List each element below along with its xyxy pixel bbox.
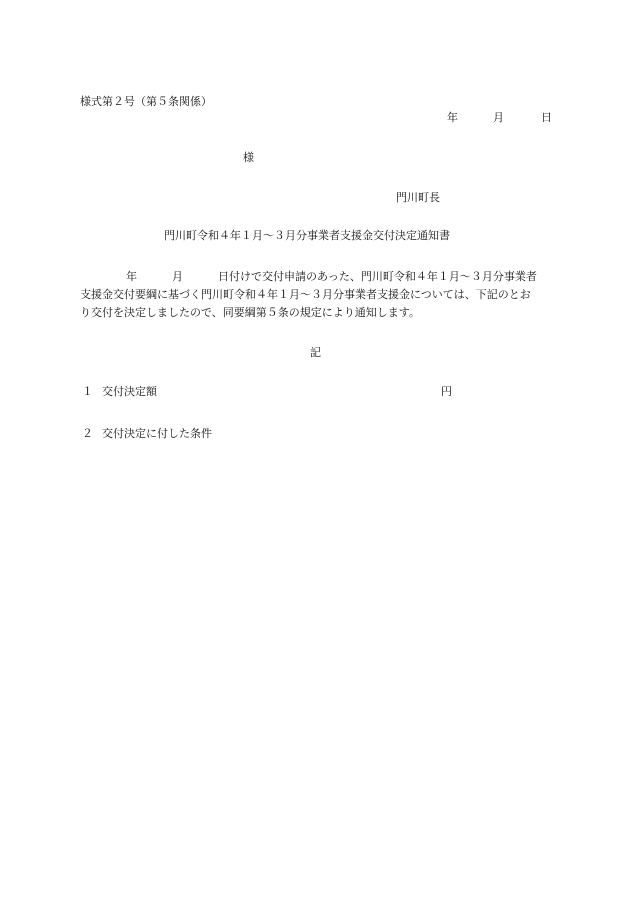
date-month-label: 月 <box>493 111 504 124</box>
sender-name: 門川町長 <box>396 191 440 204</box>
form-number: 様式第２号（第５条関係） <box>80 95 212 108</box>
item-1-unit: 円 <box>441 385 452 398</box>
body-year-label: 年 <box>126 270 137 283</box>
body-line-2: 支援金交付要綱に基づく門川町令和４年１月〜３月分事業者支援金については、下記のとお <box>80 288 531 301</box>
ki-heading: 記 <box>310 346 321 359</box>
body-line-1 <box>80 268 552 286</box>
date-year-label: 年 <box>447 111 458 124</box>
item-1-number: １ <box>82 385 93 398</box>
item-2-number: ２ <box>82 427 93 440</box>
recipient-honorific: 様 <box>243 151 254 164</box>
body-line-3: り交付を決定しましたので、同要綱第５条の規定により通知します。 <box>80 306 420 319</box>
body-line-1-text: 日付けで交付申請のあった、門川町令和４年１月〜３月分事業者 <box>218 270 537 283</box>
issue-date <box>447 112 551 126</box>
body-paragraph <box>80 268 552 322</box>
date-day-label: 日 <box>541 111 552 124</box>
document-title: 門川町令和４年１月〜３月分事業者支援金交付決定通知書 <box>164 229 450 242</box>
body-month-label: 月 <box>172 270 183 283</box>
item-1-label: 交付決定額 <box>102 385 157 398</box>
item-2-label: 交付決定に付した条件 <box>102 427 212 440</box>
